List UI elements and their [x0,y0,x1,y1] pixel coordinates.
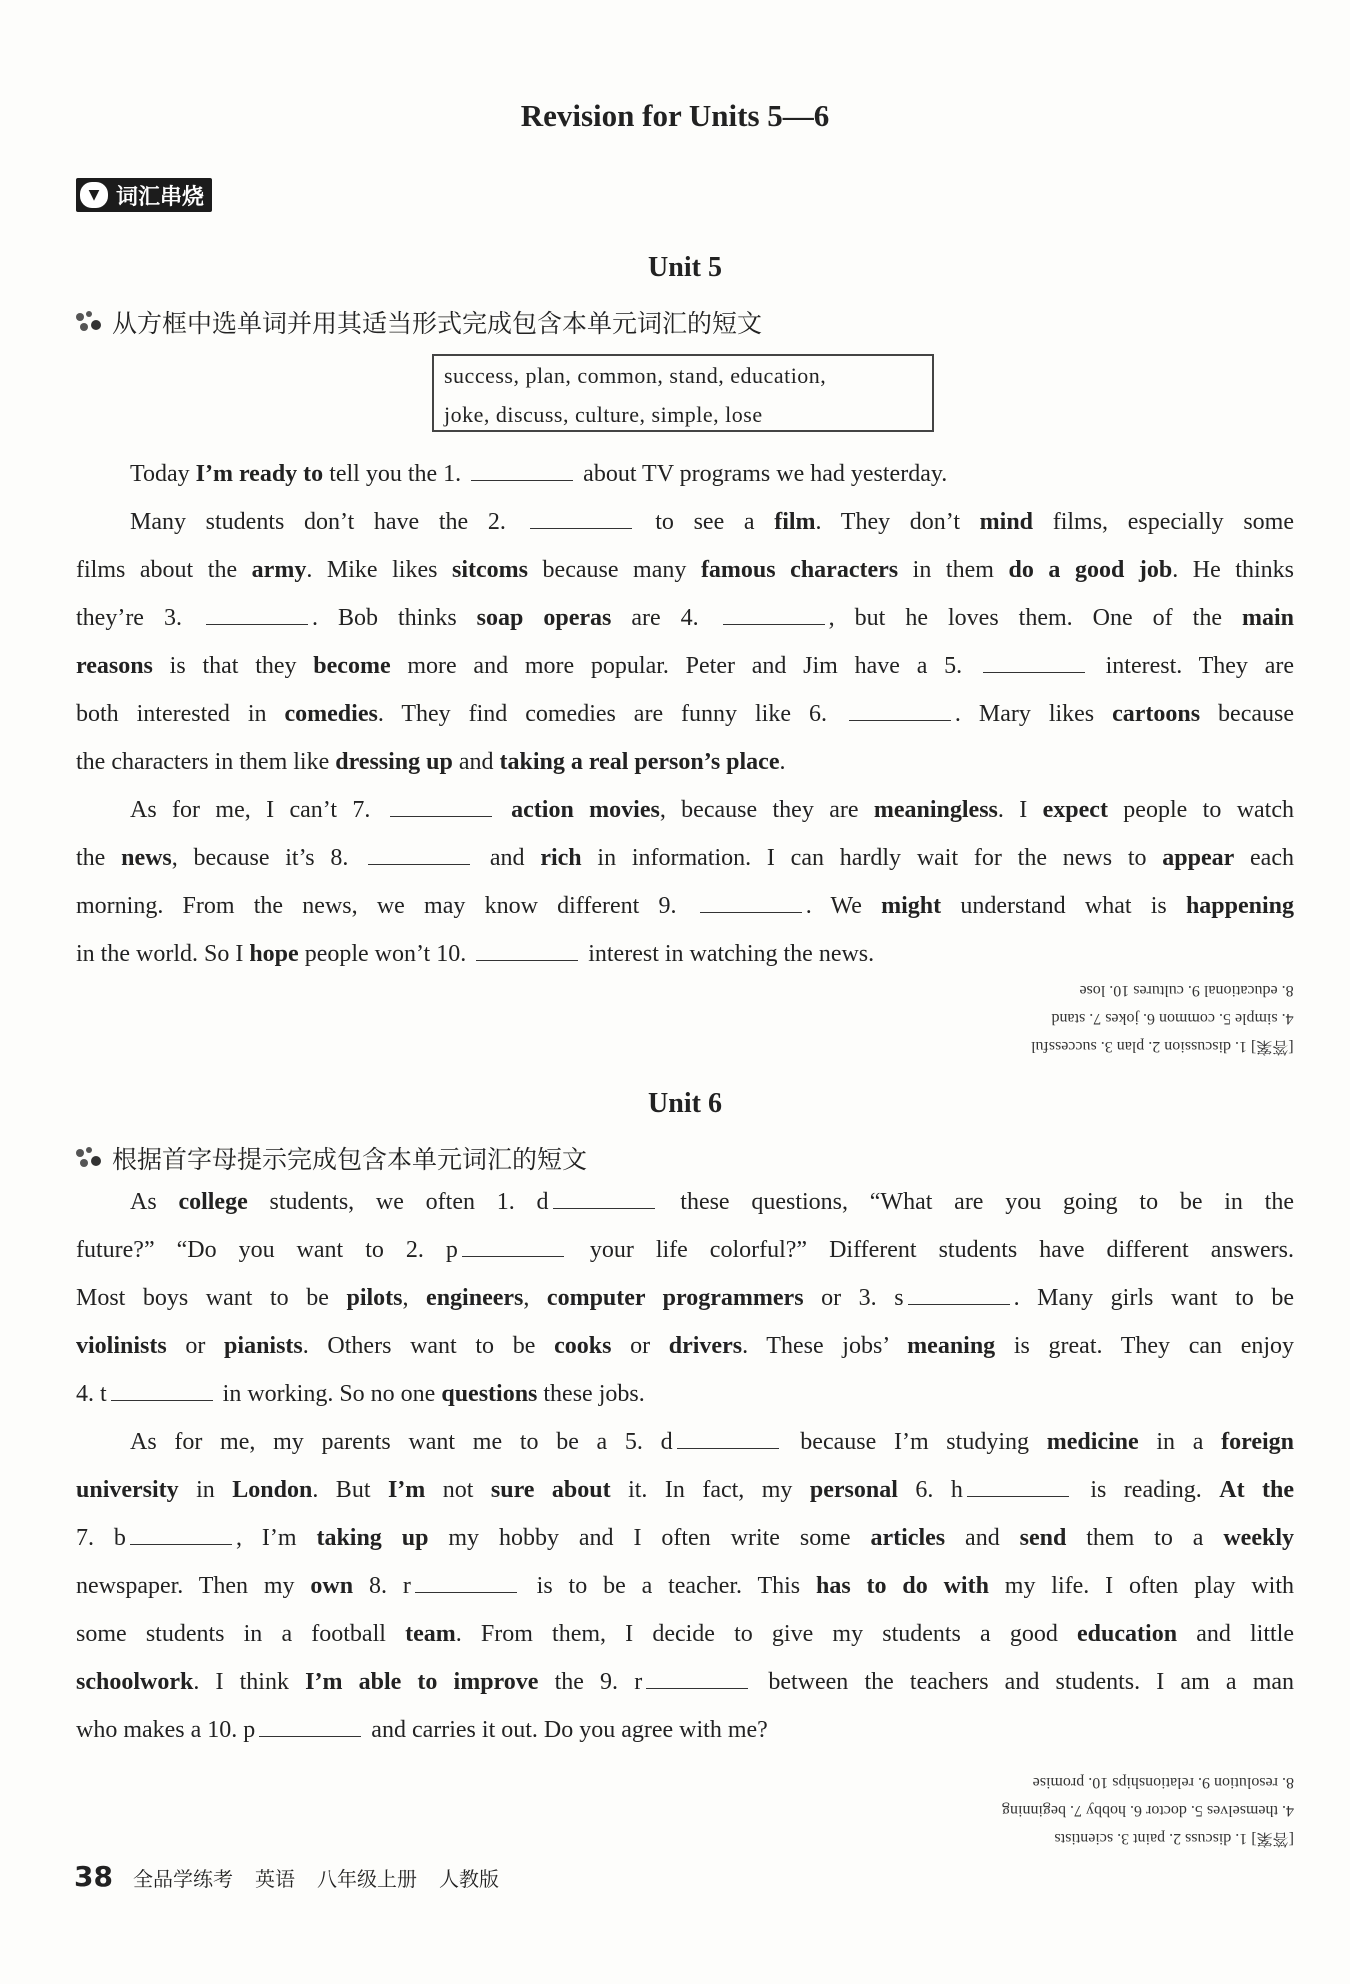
section-banner-label: 词汇串烧 [116,184,205,210]
page-footer [74,1860,521,1893]
edition-name: 人教版 [438,1867,499,1891]
unit5-title: Unit 5 [648,252,722,283]
passage-line: schoolwork. I think I’m able to improve the 9. r between the teachers and students. I am a man [76,1669,1295,1695]
answer-blank[interactable] [700,892,802,913]
passage-line: the characters in them like dressing up and taking a real person’s place. [76,749,786,775]
answer-blank[interactable] [476,940,578,961]
passage-line: newspaper. Then my own 8. r is to be a teacher. This has to do with my life. I often play with [76,1573,1294,1599]
answer-blank[interactable] [130,1524,232,1545]
passage-line: the news, because it’s 8. and rich in information. I can hardly wait for the news to appear each [76,845,1294,871]
answer-line: [答案] 1. discussion 2. plan 3. successful [1031,1038,1294,1055]
bullet-dots-icon [76,1147,102,1169]
passage-line: Most boys want to be pilots, engineers, computer programmers or 3. s . Many girls want to be [76,1285,1294,1311]
answer-blank[interactable] [646,1668,748,1689]
series-name: 全品学练考 [132,1867,233,1891]
answer-line: 8. resolution 9. relationships 10. promise [1032,1774,1294,1791]
answer-blank[interactable] [553,1188,655,1209]
answer-blank[interactable] [849,700,951,721]
answer-blank[interactable] [983,652,1085,673]
unit6-instruction-text: 根据首字母提示完成包含本单元词汇的短文 [112,1145,588,1174]
word-box-line-2: joke, discuss, culture, simple, lose [444,402,763,427]
passage-line: morning. From the news, we may know different 9. . We might understand what is happening [76,893,1295,919]
answer-blank[interactable] [111,1380,213,1401]
answer-blank[interactable] [471,460,573,481]
subject-name: 英语 [254,1867,295,1891]
passage-line: As college students, we often 1. d these questions, “What are you going to be in the [130,1189,1295,1215]
word-box [432,354,934,432]
unit6-instruction [76,1140,587,1176]
page-title: Revision for Units 5—6 [520,98,830,133]
answer-blank[interactable] [259,1716,361,1737]
unit5-instruction-text: 从方框中选单词并用其适当形式完成包含本单元词汇的短文 [112,309,763,338]
answer-blank[interactable] [677,1428,779,1449]
word-box-line-1: success, plan, common, stand, education, [444,363,827,388]
answer-blank[interactable] [967,1476,1069,1497]
chevron-down-icon: ▼ [80,182,108,208]
section-banner [76,178,212,212]
passage-line: Today I’m ready to tell you the 1. about TV programs we had yesterday. [130,461,948,487]
answer-line: 4. simple 5. common 6. jokes 7. stand [1051,1010,1294,1027]
passage-line: As for me, I can’t 7. action movies, because they are meaningless. I expect people to watch [130,797,1295,823]
answer-line: 4. themselves 5. doctor 6. hobby 7. beginning [1002,1802,1294,1819]
passage-line: university in London. But I’m not sure about it. In fact, my personal 6. h is reading. At the [76,1477,1295,1503]
answer-blank[interactable] [908,1284,1010,1305]
answer-blank[interactable] [415,1572,517,1593]
passage-line: future?” “Do you want to 2. p your life colorful?” Different students have different answers. [76,1237,1295,1263]
unit6-title: Unit 6 [648,1088,722,1119]
unit5-instruction [76,304,762,340]
unit6-passage [76,1178,1294,1754]
passage-line: they’re 3. . Bob thinks soap operas are 4. , but he loves them. One of the main [76,605,1294,631]
page-number: 38 [74,1860,113,1893]
unit6-answers-upside-down [1002,1768,1294,1852]
answer-line: 8. educational 9. cultures 10. lose [1079,982,1294,999]
passage-line: some students in a football team. From them, I decide to give my students a good education and little [76,1621,1295,1647]
passage-line: As for me, my parents want me to be a 5. d because I’m studying medicine in a foreign [130,1429,1295,1455]
answer-blank[interactable] [723,604,825,625]
passage-line: films about the army. Mike likes sitcoms because many famous characters in them do a good job. He thinks [76,557,1294,583]
grade-name: 八年级上册 [316,1867,417,1891]
passage-line: 7. b , I’m taking up my hobby and I often write some articles and send them to a weekly [76,1525,1294,1551]
passage-line: violinists or pianists. Others want to be cooks or drivers. These jobs’ meaning is great. They can enjoy [76,1333,1295,1359]
unit5-passage [76,450,1294,978]
answer-blank[interactable] [530,508,632,529]
answer-blank[interactable] [462,1236,564,1257]
passage-line: in the world. So I hope people won’t 10. interest in watching the news. [76,941,875,967]
passage-line: Many students don’t have the 2. to see a film. They don’t mind films, especially some [130,509,1294,535]
unit5-answers-upside-down [1031,976,1294,1060]
passage-line: both interested in comedies. They find comedies are funny like 6. . Mary likes cartoons because [76,701,1294,727]
passage-line: reasons is that they become more and more popular. Peter and Jim have a 5. interest. They are [76,653,1294,679]
answer-line: [答案] 1. discuss 2. paint 3. scientists [1054,1830,1294,1847]
passage-line: 4. t in working. So no one questions these jobs. [76,1381,645,1407]
passage-line: who makes a 10. p and carries it out. Do you agree with me? [76,1717,768,1743]
bullet-dots-icon [76,311,102,333]
answer-blank[interactable] [206,604,308,625]
answer-blank[interactable] [368,844,470,865]
answer-blank[interactable] [390,796,492,817]
